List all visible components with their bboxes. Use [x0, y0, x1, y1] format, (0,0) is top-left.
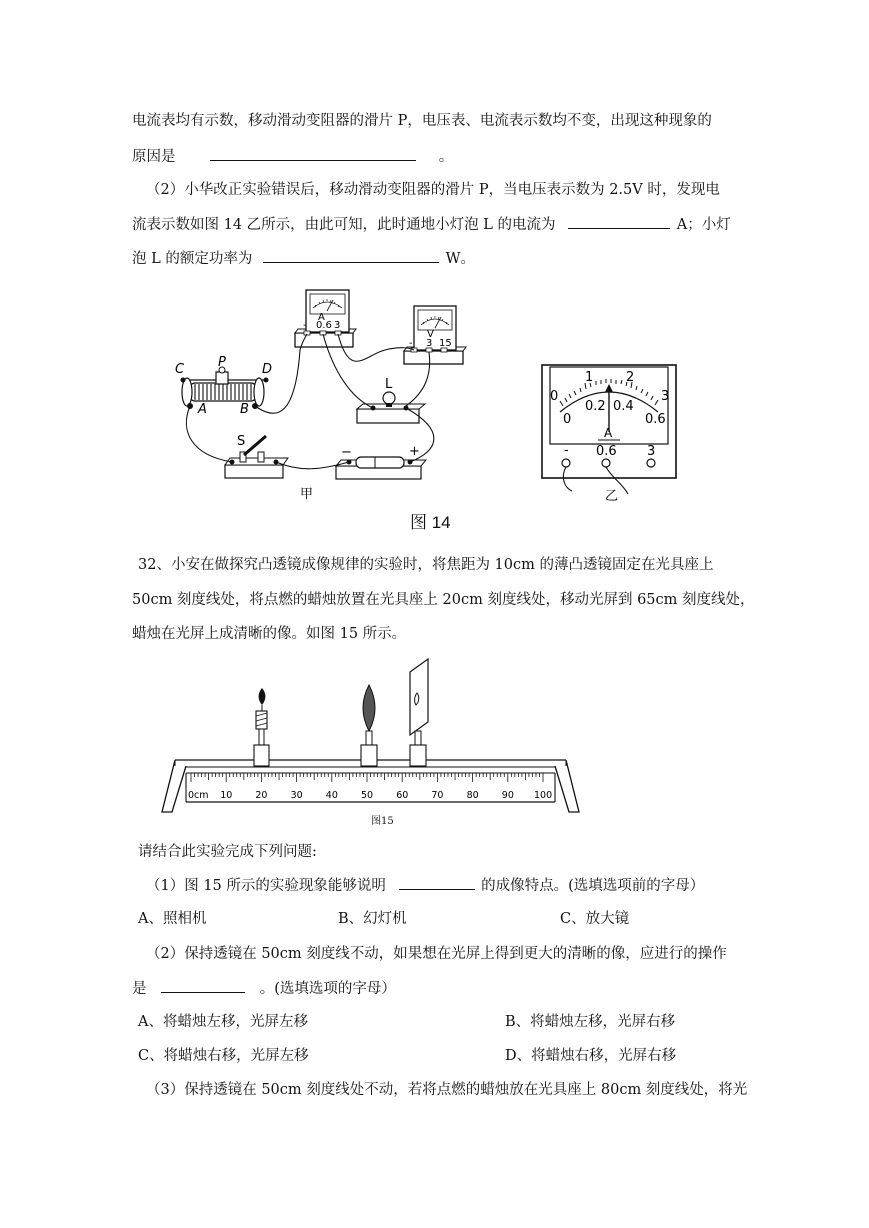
q2-option-a: A、将蜡烛左移，光屏左移 [138, 1014, 308, 1030]
ruler-label: 100 [534, 790, 553, 801]
ruler-label: 80 [466, 790, 479, 801]
q2-end: 。(选填选项的字母） [259, 981, 396, 997]
q2-option-d: D、将蜡烛右移，光屏右移 [505, 1048, 677, 1064]
dial-top-3: 3 [661, 389, 670, 404]
q31-part2-line1: （2）小华改正实验错误后，移动滑动变阻器的滑片 P，当电压表示数为 2.5V 时，发现电 [146, 182, 720, 198]
q32-line3: 蜡烛在光屏上成清晰的像。如图 15 所示。 [132, 626, 407, 642]
ruler-label: 0cm [188, 790, 209, 801]
dial-bottom-06: 0.6 [645, 412, 666, 427]
q32-line2: 50cm 刻度线处，将点燃的蜡烛放置在光具座上 20cm 刻度线处，移动光屏到 65cm 刻度线处， [132, 592, 755, 608]
dial-top-2: 2 [626, 370, 635, 385]
q1-start: （1）图 15 所示的实验现象能够说明 [146, 878, 386, 894]
ruler-label: 20 [255, 790, 268, 801]
ammeter-terminal-06: 0.6 [316, 320, 332, 331]
ammeter-letter: A [318, 312, 325, 323]
ruler-label: 40 [325, 790, 338, 801]
figure14-caption: 图 14 [410, 513, 451, 532]
q31-line2-start: 原因是 [132, 149, 176, 165]
battery-plus: + [409, 444, 420, 459]
dial-terminal-06: 0.6 [596, 444, 617, 459]
q2-option-b: B、将蜡烛左移，光屏右移 [505, 1014, 676, 1030]
ruler-label: 50 [361, 790, 374, 801]
ruler-label: 70 [431, 790, 444, 801]
q32-line1: 32、小安在做探究凸透镜成像规律的实验时，将焦距为 10cm 的薄凸透镜固定在光具座上 [138, 557, 714, 573]
battery-minus: − [341, 445, 352, 460]
voltmeter-letter: V [427, 329, 434, 340]
rheostat-label-c: C [175, 362, 185, 377]
q31-line1: 电流表均有示数，移动滑动变阻器的滑片 P，电压表、电流表示数均不变，出现这种现象的 [132, 113, 712, 129]
questions-intro: 请结合此实验完成下列问题: [138, 844, 317, 860]
dial-bottom-02: 0.2 [585, 399, 606, 414]
rheostat-label-a: A [198, 402, 207, 417]
voltmeter-terminal-minus: - [409, 338, 413, 349]
q3-line1: （3）保持透镜在 50cm 刻度线处不动，若将点燃的蜡烛放在光具座上 80cm 刻度线处，将光 [146, 1082, 748, 1098]
q1-option-c: C、放大镜 [560, 911, 630, 927]
ruler-label: 10 [220, 790, 233, 801]
q2-line2 [132, 978, 396, 999]
ammeter-terminal-3: 3 [334, 320, 341, 331]
q31-line2-end: 。 [438, 149, 454, 165]
q1-line [146, 875, 704, 896]
bench-rail [162, 760, 579, 812]
bulb-label: L [385, 377, 393, 392]
answer-blank-q2[interactable] [161, 978, 245, 993]
bench-ticks [191, 773, 543, 782]
dial-letter: A [604, 426, 613, 440]
q2-start: 是 [132, 981, 147, 997]
rheostat-label-d: D [262, 362, 273, 377]
ruler-label: 60 [396, 790, 409, 801]
dial-terminal-minus: - [564, 443, 569, 458]
q1-option-b: B、幻灯机 [338, 911, 407, 927]
q1-end: 的成像特点。(选填选项前的字母） [481, 878, 705, 894]
dial-top-1: 1 [585, 370, 594, 385]
figure14-left-label: 甲 [300, 487, 314, 502]
convex-lens [361, 685, 377, 766]
figure14-right-label: 乙 [605, 489, 619, 504]
figure15-caption: 图15 [371, 816, 394, 827]
q2-option-c: C、将蜡烛右移，光屏左移 [138, 1048, 309, 1064]
q31-part2-line2-start: 流表示数如图 14 乙所示，由此可知，此时通地小灯泡 L 的电流为 [132, 217, 556, 233]
dial-bottom-0: 0 [563, 412, 572, 427]
q2-line1: （2）保持透镜在 50cm 刻度线不动，如果想在光屏上得到更大的清晰的像，应进行的操作 [146, 946, 727, 962]
switch-label: S [237, 434, 246, 449]
q31-part2-line3-end: W。 [445, 251, 475, 267]
dial-top-0: 0 [550, 389, 559, 404]
ammeter-terminal-minus: - [303, 320, 307, 331]
dial-bottom-04: 0.4 [613, 399, 634, 414]
q31-part2-line3-start: 泡 L 的额定功率为 [132, 251, 253, 267]
ruler-label: 90 [501, 790, 514, 801]
answer-blank-q1[interactable] [399, 875, 475, 890]
rheostat-label-b: B [240, 402, 249, 417]
ruler-label: 30 [290, 790, 303, 801]
voltmeter-terminal-3: 3 [426, 338, 433, 349]
q1-option-a: A、照相机 [138, 911, 207, 927]
voltmeter-terminal-15: 15 [439, 338, 452, 349]
candle [254, 688, 269, 766]
light-screen [410, 659, 428, 766]
rheostat-label-p: P [218, 355, 226, 370]
q31-part2-line2-end: A；小灯 [676, 217, 731, 233]
bench-scale-labels [188, 790, 552, 801]
dial-terminal-3: 3 [647, 444, 656, 459]
